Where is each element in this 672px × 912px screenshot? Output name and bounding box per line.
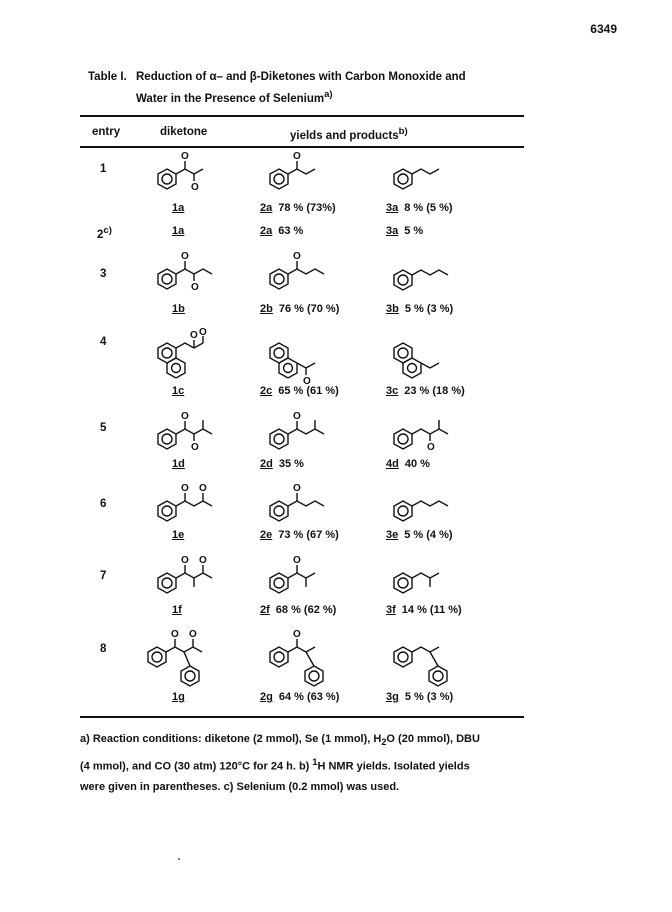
svg-text:O: O [189, 629, 197, 640]
product-yield [386, 225, 423, 237]
page-number: 6349 [590, 22, 617, 36]
compound-label [172, 691, 185, 703]
footnote-text: (4 mmol), and CO (30 atm) 120°C for 24 h. b) [80, 760, 313, 773]
product-2d-structure [262, 404, 332, 452]
yield-value: 5 % (3 %) [404, 691, 454, 703]
compound-code: 2b [260, 303, 273, 315]
product-2a-structure [262, 148, 322, 194]
compound-code: 1f [172, 604, 182, 616]
product-yield [260, 458, 304, 470]
product-yield [386, 604, 462, 616]
product-yield [386, 385, 465, 397]
product-yield [386, 458, 430, 470]
header-entry: entry [92, 126, 121, 138]
product-2c-structure [262, 336, 332, 386]
svg-text:O: O [293, 629, 301, 640]
caption-line-1: Reduction of α– and β-Diketones with Carbon Monoxide and [136, 71, 466, 83]
entry-number: 4 [100, 336, 107, 348]
svg-text:O: O [181, 151, 189, 162]
product-yield [386, 202, 453, 214]
compound-code: 2d [260, 458, 273, 470]
compound-code: 1b [172, 303, 185, 315]
svg-text:O: O [190, 330, 198, 341]
yield-value: 8 % (5 %) [404, 202, 453, 214]
compound-code: 3g [386, 691, 399, 703]
diketone-1e-structure [150, 478, 222, 526]
header-products [290, 126, 408, 142]
compound-label [172, 225, 184, 237]
yield-value: 64 % (63 %) [278, 691, 340, 703]
compound-label [172, 303, 185, 315]
product-yield [260, 225, 303, 237]
header-diketone: diketone [160, 126, 208, 138]
svg-text:O: O [181, 251, 189, 262]
caption-footnote-mark: a) [324, 89, 333, 100]
product-4d-structure [386, 404, 456, 456]
product-2g-structure [262, 622, 338, 694]
entry-number: 1 [100, 163, 107, 175]
svg-text:O: O [199, 328, 207, 338]
product-yield [386, 529, 453, 541]
table-bottom-rule [80, 716, 524, 718]
entry-number: 7 [100, 570, 107, 582]
compound-code: 2a [260, 225, 273, 237]
entry-number-value: 2 [97, 228, 104, 241]
compound-code: 1g [172, 691, 185, 703]
yield-value: 63 % [278, 225, 304, 237]
compound-label [172, 202, 184, 214]
svg-text:O: O [293, 151, 301, 162]
product-yield [260, 385, 339, 397]
compound-code: 3a [386, 225, 399, 237]
compound-code: 1c [172, 385, 185, 397]
yield-value: 73 % (67 %) [278, 529, 339, 541]
svg-text:O: O [293, 251, 301, 262]
svg-text:O: O [303, 376, 311, 386]
product-3a-structure [386, 155, 446, 195]
compound-code: 2e [260, 529, 273, 541]
yield-value: 14 % (11 %) [401, 604, 462, 616]
footnote-text: H NMR yields. Isolated yields [317, 760, 470, 773]
compound-code: 1d [172, 458, 185, 470]
compound-code: 2f [260, 604, 270, 616]
yield-value: 68 % (62 %) [275, 604, 337, 616]
table-label: Table I. [88, 71, 127, 83]
compound-code: 3a [386, 202, 399, 214]
entry-number: 8 [100, 643, 107, 655]
yield-value: 78 % (73%) [278, 202, 336, 214]
product-3b-structure [386, 256, 456, 296]
yield-value: 23 % (18 %) [404, 385, 465, 397]
yield-value: 5 % (4 %) [404, 529, 453, 541]
product-yield [260, 202, 336, 214]
product-3g-structure [386, 630, 462, 694]
svg-text:O: O [199, 483, 207, 494]
svg-text:O: O [171, 629, 179, 640]
diketone-1g-structure [140, 622, 220, 694]
compound-label [172, 458, 185, 470]
svg-text:O: O [181, 411, 189, 422]
product-3f-structure [386, 556, 456, 600]
svg-text:O: O [191, 442, 199, 453]
header-products-label: yields and products [290, 129, 399, 142]
entry-footnote-mark: c) [103, 225, 112, 236]
caption-line-2: Water in the Presence of Selenium [136, 92, 325, 105]
footnote-line-3: were given in parentheses. c) Selenium (0.2 mmol) was used. [80, 780, 400, 793]
table-top-rule [80, 115, 524, 117]
compound-label [172, 529, 184, 541]
compound-code: 3b [386, 303, 399, 315]
svg-text:O: O [293, 555, 301, 566]
compound-label [172, 385, 184, 397]
compound-code: 3c [386, 385, 399, 397]
svg-text:O: O [293, 411, 301, 422]
product-yield [260, 691, 339, 703]
entry-number: 5 [100, 422, 107, 434]
compound-code: 1a [172, 225, 185, 237]
footnote-superscript: 1 [312, 757, 318, 768]
product-2f-structure [262, 550, 332, 600]
footnote-line-1 [80, 729, 540, 752]
product-yield [260, 529, 339, 541]
product-yield [260, 604, 336, 616]
diketone-1c-structure [150, 328, 220, 380]
footnote-line-2 [80, 752, 540, 777]
footnote-text: a) Reaction conditions: diketone (2 mmol), Se (1 mmol), H [80, 733, 382, 745]
entry-number: 6 [100, 498, 107, 510]
entry-number: 3 [100, 268, 107, 280]
compound-code: 2g [260, 691, 273, 703]
scan-speck [178, 858, 180, 860]
compound-code: 3f [386, 604, 396, 616]
compound-code: 1a [172, 202, 185, 214]
svg-text:O: O [199, 555, 207, 566]
header-products-footnote-mark: b) [398, 126, 408, 137]
footnote-text: O (20 mmol), DBU [386, 733, 480, 745]
diketone-1b-structure [150, 248, 220, 296]
product-3c-structure [386, 336, 456, 382]
compound-label [172, 604, 182, 616]
diketone-1d-structure [150, 404, 220, 456]
yield-value: 40 % [404, 458, 430, 470]
compound-code: 3e [386, 529, 399, 541]
yield-value: 76 % (70 %) [278, 303, 340, 315]
svg-text:O: O [191, 282, 199, 293]
svg-text:O: O [427, 442, 435, 453]
diketone-1a-structure [150, 148, 212, 194]
entry-number [97, 225, 112, 241]
product-yield [386, 691, 453, 703]
product-yield [386, 303, 453, 315]
product-3e-structure [386, 484, 460, 524]
compound-code: 2a [260, 202, 273, 214]
product-yield [260, 303, 339, 315]
yield-value: 5 % (3 %) [404, 303, 454, 315]
yield-value: 5 % [404, 225, 424, 237]
product-2b-structure [262, 248, 332, 294]
product-2e-structure [262, 478, 332, 526]
diketone-1f-structure [150, 550, 222, 606]
table-caption [88, 69, 548, 108]
svg-text:O: O [181, 483, 189, 494]
yield-value: 35 % [278, 458, 304, 470]
svg-text:O: O [191, 182, 199, 193]
svg-text:O: O [293, 483, 301, 494]
compound-code: 1e [172, 529, 185, 541]
yield-value: 65 % (61 %) [278, 385, 339, 397]
svg-text:O: O [181, 555, 189, 566]
compound-code: 2c [260, 385, 273, 397]
footnote-subscript: 2 [381, 737, 387, 748]
table-footnotes [80, 729, 540, 797]
compound-code: 4d [386, 458, 399, 470]
